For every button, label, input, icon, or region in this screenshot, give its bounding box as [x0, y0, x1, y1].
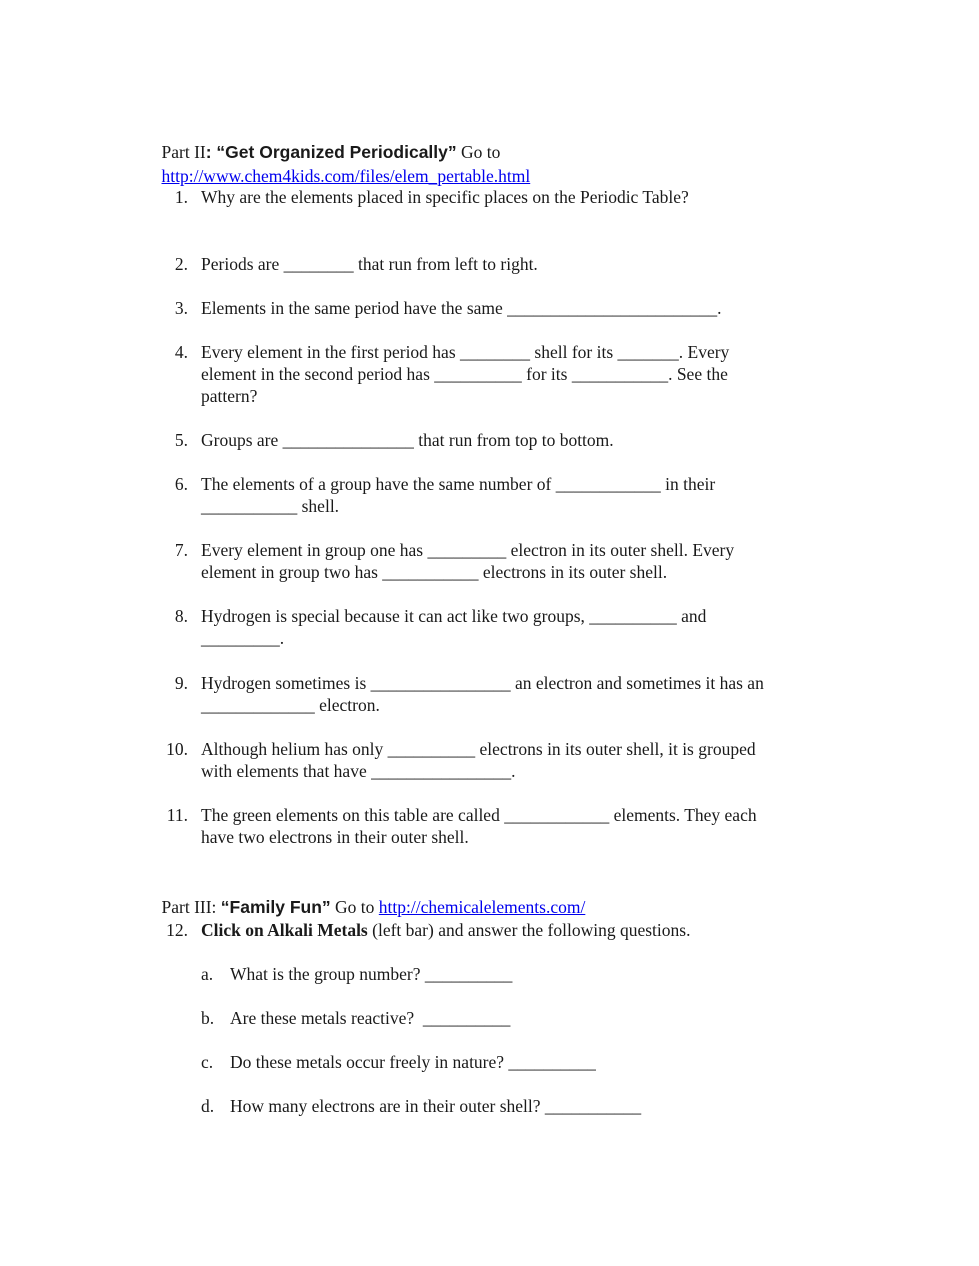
part2-title: : “Get Organized Periodically”: [205, 142, 457, 162]
chem4kids-link[interactable]: http://www.chem4kids.com/files/elem_pertable.html: [161, 166, 531, 186]
question-text: The elements of a group have the same number of ____________ in their ___________ shell.: [201, 474, 716, 516]
question-text: Elements in the same period have the same ________________________.: [201, 298, 722, 318]
question-text: Hydrogen sometimes is ________________ an electron and sometimes it has an _____________ electron.: [201, 673, 764, 715]
question-number: 5.: [174, 430, 188, 450]
question-number: 12.: [166, 920, 188, 940]
question-text: [201, 919, 831, 941]
question-number: 6.: [174, 474, 188, 494]
part3-prefix: Part III:: [161, 897, 221, 917]
question-text: The green elements on this table are called ____________ elements. They each have two electrons in their outer shell.: [201, 805, 757, 847]
subquestion-label: b.: [201, 1008, 215, 1028]
question-text: Hydrogen is special because it can act like two groups, __________ and _________.: [201, 606, 707, 648]
subquestion-text: What is the group number? __________: [230, 964, 513, 984]
chemicalelements-link[interactable]: http://chemicalelements.com/: [378, 897, 586, 917]
question-number: 4.: [174, 342, 188, 362]
question-rest: (left bar) and answer the following questions.: [367, 920, 691, 940]
question-number: 2.: [174, 254, 188, 274]
subquestion-text: Are these metals reactive? __________: [230, 1008, 511, 1028]
part2-prefix: Part II: [161, 142, 206, 162]
subquestion-label: c.: [201, 1052, 214, 1072]
question-text: Groups are _______________ that run from top to bottom.: [201, 430, 614, 450]
question-number: 1.: [174, 187, 188, 207]
part3-title: “Family Fun”: [220, 897, 331, 917]
part2-suffix: Go to: [456, 142, 501, 162]
part3-suffix: Go to: [330, 897, 379, 917]
question-number: 7.: [174, 540, 188, 560]
question-text: Why are the elements placed in specific places on the Periodic Table?: [201, 187, 689, 207]
question-bold-instruction: Click on Alkali Metals: [201, 920, 368, 940]
subquestion-label: d.: [201, 1096, 215, 1116]
question-text: Every element in the first period has ________ shell for its _______. Every element in the second period has __________ for its ___________. See the pattern?: [201, 342, 730, 406]
question-text: Every element in group one has _________ electron in its outer shell. Every element in group two has ___________ electrons in its outer shell.: [201, 540, 735, 582]
subquestion-label: a.: [201, 964, 214, 984]
question-number: 9.: [174, 673, 188, 693]
question-number: 3.: [174, 298, 188, 318]
question-text: Periods are ________ that run from left to right.: [201, 254, 538, 274]
question-number: 10.: [166, 739, 188, 759]
question-text: Although helium has only __________ electrons in its outer shell, it is grouped with elements that have ________________.: [201, 739, 756, 781]
subquestion-text: Do these metals occur freely in nature? __________: [230, 1052, 596, 1072]
subquestion-text: How many electrons are in their outer shell? ___________: [230, 1096, 642, 1116]
question-number: 11.: [166, 805, 188, 825]
question-number: 8.: [174, 606, 188, 626]
